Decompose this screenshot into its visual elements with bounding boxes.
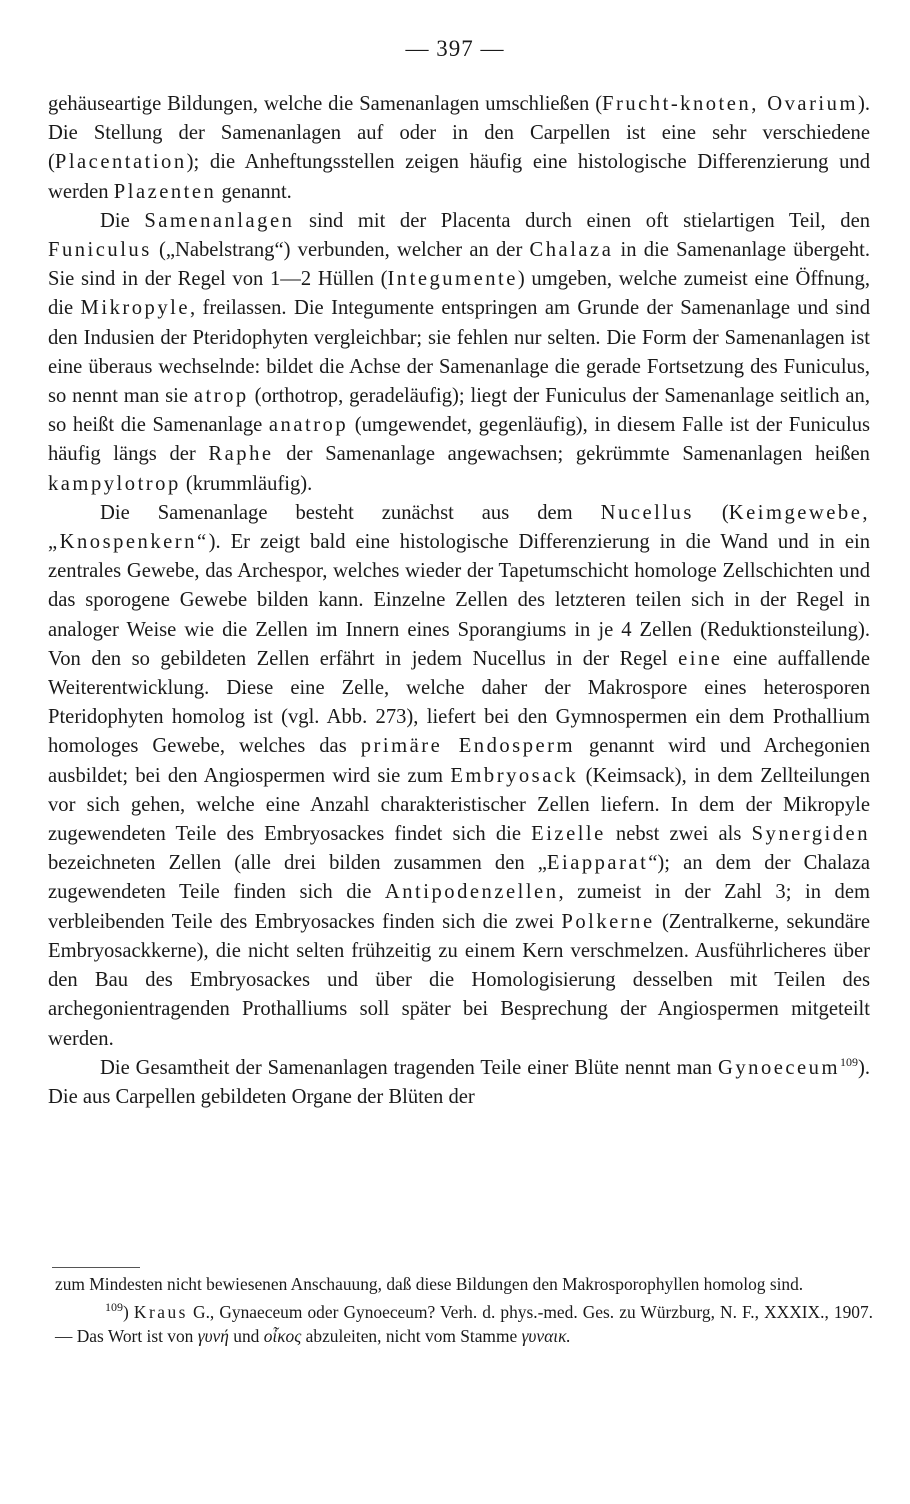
paragraphs-paragraph	[48, 207, 870, 499]
footnote-ref: 109	[105, 1300, 123, 1315]
text-run: G., Gynaeceum oder Gynoeceum? Verh. d. phys.-med. Ges. zu Würzburg, N. F., XXXIX., 1907. — Das Wort ist von	[55, 1302, 874, 1346]
text-run: genannt wird und Archegonien ausbildet; bei den Angiospermen wird sie zum	[48, 735, 870, 787]
text-run: („Nabelstrang“) verbunden, welcher an der	[151, 239, 530, 262]
text-run: ). Er zeigt bald eine histologische Differenzierung in die Wand und in ein zentrales Gewebe, das Archespor, welches wieder der Tapetumschicht homologe Zellschichten und das sporogene Gewebe bilden kann. Einzelne Zellen des letzteren teilen sich in der Regel in analoger Weise wie die Zellen im Innern eines Sporangiums in je 4 Zellen (Reduktionsteilung). Von den so gebildeten Zellen erfährt in jedem Nucellus in der Regel	[48, 531, 870, 670]
spaced-term: Antipodenzellen	[384, 881, 559, 904]
text-run: eine auffallende Weiterentwicklung. Diese eine Zelle, welche daher der Makrospore eines heterosporen Pteridophyten homolog ist (vgl. Abb. 273), liefert bei den Gymnospermen ein dem Prothallium homologes Gewebe, welches das	[48, 647, 870, 758]
text-run: ); die Anheftungsstellen zeigen häufig eine histologische Differenzierung und werden	[48, 151, 870, 203]
body-text	[48, 90, 870, 1112]
text-run: ). Die aus Carpellen gebildeten Organe der Blüten der	[48, 1056, 870, 1108]
spaced-term: Synergiden	[751, 823, 870, 846]
spaced-term: atrop	[193, 385, 249, 408]
text-run: ) umgeben, welche zumeist eine Öffnung, die	[48, 268, 870, 320]
footnote-ref: 109	[839, 1054, 858, 1069]
spaced-term: Integumente	[387, 268, 518, 291]
page-number-header: — 397 —	[405, 36, 505, 61]
text-run: abzuleiten, nicht vom Stamme	[301, 1326, 522, 1346]
spaced-term: Gynoeceum	[717, 1056, 840, 1079]
paragraphs-paragraph	[48, 90, 870, 207]
text-run: (	[693, 501, 729, 524]
text-run: der Samenanlage angewachsen; gekrümmte Samenanlagen heißen	[273, 443, 870, 466]
text-run: Die Gesamtheit der Samenanlagen tragenden Teile einer Blüte nennt man	[100, 1056, 718, 1079]
text-run: Die	[100, 209, 145, 232]
text-run: (Zentralkerne, sekundäre Embryosackkerne), die nicht selten frühzeitig zu einem Kern verschmelzen. Ausführlicheres über den Bau des Embryosackes und über die Homologisierung desselben mit Teilen des archegonientragenden Prothalliums soll später bei Besprechung der Angiospermen mitgeteilt werden.	[48, 910, 870, 1050]
text-run: nebst zwei als	[605, 823, 752, 846]
text-run: bezeichneten Zellen (alle drei bilden zusammen den „	[48, 852, 547, 875]
spaced-term: Nucellus	[600, 501, 694, 524]
greek-word: γυναικ.	[521, 1326, 571, 1346]
spaced-term: Polkerne	[561, 910, 655, 933]
spaced-term: Eiapparat	[546, 852, 649, 875]
text-run: “); an dem der Chalaza zugewendeten Teile finden sich die	[48, 852, 870, 904]
spaced-term: anatrop	[268, 414, 349, 437]
text-run: in die Samenanlage übergeht. Sie sind in der Regel von 1—2 Hüllen (	[48, 239, 870, 291]
text-run: Die Samenanlage besteht zunächst aus dem	[100, 501, 601, 524]
text-run: sind mit der Placenta durch einen oft stielartigen Teil, den	[294, 209, 871, 232]
spaced-term: Funiculus	[48, 239, 152, 262]
spaced-term: primäre Endosperm	[360, 735, 576, 758]
footnotes	[55, 1272, 873, 1348]
spaced-term: Raphe	[208, 443, 274, 466]
footnote-divider	[52, 1267, 140, 1268]
spaced-term: Placentation	[54, 151, 187, 174]
text-run: genannt.	[216, 180, 292, 203]
spaced-term: Embryosack	[450, 764, 579, 787]
spaced-term: Keimgewebe, „Knospenkern“	[48, 501, 871, 554]
text-run: , zumeist in der Zahl 3; in dem verbleibenden Teile des Embryosackes finden sich die zwei	[48, 881, 870, 933]
text-run: gehäuseartige Bildungen, welche die Samenanlagen umschließen (	[48, 93, 603, 115]
text-run: , freilassen. Die Integumente entspringen am Grunde der Samenanlage und sind den Indusien der Pteridophyten vergleichbar; sie fehlen nur selten. Die Form der Samenanlagen ist eine überaus wechselnde: bildet die Achse der Samenanlage die gerade Fortsetzung des Funiculus, so nennt man sie	[48, 297, 870, 408]
spaced-term: kampylotrop	[48, 472, 181, 495]
text-run: (krummläufig).	[180, 472, 313, 495]
text-run: ). Die Stellung der Samenanlagen auf oder in den Carpellen ist eine sehr verschiedene (	[48, 93, 870, 174]
spaced-term: eine	[678, 647, 723, 670]
text-run: zum Mindesten nicht bewiesenen Anschauung, daß diese Bildungen den Makrosporophyllen homolog sind.	[55, 1274, 804, 1294]
text-run: (Keimsack), in dem Zellteilungen vor sich gehen, welche eine Anzahl charakteristischer Zellen liefern. In dem der Mikropyle zugewendeten Teile des Embryosackes findet sich die	[48, 764, 870, 846]
spaced-term: Plazenten	[113, 180, 217, 203]
paragraphs-paragraph	[48, 1054, 870, 1112]
text-run: )	[123, 1302, 134, 1322]
greek-word: οἶκος	[263, 1326, 302, 1346]
text-run: und	[228, 1326, 264, 1346]
text-run: (umgewendet, gegenläufig), in diesem Falle ist der Funiculus häufig längs der	[48, 414, 871, 466]
spaced-term: Mikropyle	[80, 297, 190, 320]
spaced-term: Eizelle	[531, 823, 606, 846]
spaced-term: Kraus	[133, 1302, 188, 1322]
spaced-term: Samenanlagen	[144, 209, 295, 232]
spaced-term: Frucht-knoten, Ovarium	[602, 93, 858, 115]
greek-word: γυνή	[197, 1326, 229, 1346]
footnotes-paragraph	[55, 1272, 873, 1296]
text-run: (orthotrop, geradeläufig); liegt der Funiculus der Samenanlage seitlich an, so heißt die Samenanlage	[48, 385, 870, 437]
paragraphs-paragraph	[48, 499, 870, 1054]
spaced-term: Chalaza	[529, 239, 614, 262]
footnotes-paragraph	[55, 1300, 873, 1348]
